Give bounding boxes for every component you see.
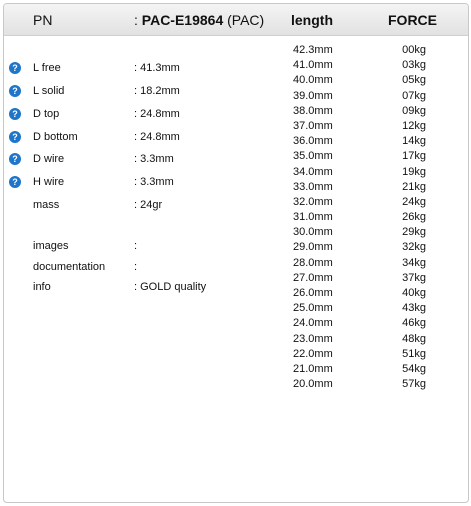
spec-value: : 3.3mm (134, 153, 174, 165)
force-cell: 40kg (402, 287, 426, 299)
length-cell: 36.0mm (293, 135, 333, 148)
force-cell: 00kg (402, 44, 426, 56)
help-icon[interactable]: ? (9, 176, 21, 188)
spec-label: D wire (33, 153, 65, 165)
length-cell: 37.0mm (293, 119, 333, 132)
force-cell: 09kg (402, 104, 426, 117)
table-row (4, 271, 468, 286)
spec-value: : (134, 261, 138, 273)
length-cell: 33.0mm (293, 180, 333, 193)
help-icon[interactable]: ? (9, 85, 21, 97)
spec-value: : 24gr (134, 199, 163, 211)
length-cell: 21.0mm (293, 362, 333, 375)
spec-value: : 41.3mm (134, 62, 180, 74)
length-cell: 39.0mm (293, 89, 333, 102)
force-cell: 03kg (402, 59, 426, 72)
part-series: (PAC) (223, 12, 265, 28)
part-number-heading (134, 11, 264, 29)
table-row (4, 332, 468, 347)
spec-value: : GOLD quality (134, 281, 207, 293)
length-cell: 23.0mm (293, 332, 333, 345)
force-cell: 34kg (402, 256, 426, 269)
table-row (4, 210, 468, 225)
spec-value: : 24.8mm (134, 131, 180, 143)
table-row (4, 256, 468, 271)
length-cell: 24.0mm (293, 317, 333, 330)
spec-label: D bottom (33, 131, 78, 143)
table-row (4, 58, 468, 73)
table-row (4, 104, 468, 119)
force-cell: 17kg (402, 150, 426, 163)
force-cell: 05kg (402, 74, 426, 87)
spec-label: H wire (33, 176, 65, 188)
table-row (4, 134, 468, 149)
force-cell: 26kg (402, 211, 426, 224)
force-cell: 46kg (402, 317, 426, 330)
table-row (4, 316, 468, 331)
spec-value: : (134, 240, 138, 252)
force-cell: 24kg (402, 195, 426, 208)
table-row (4, 43, 468, 58)
length-cell: 25.0mm (293, 302, 333, 315)
spec-label: documentation (33, 261, 106, 273)
spec-label: L solid (33, 85, 65, 97)
help-icon[interactable]: ? (9, 62, 21, 74)
length-cell: 28.0mm (293, 256, 333, 269)
table-row (4, 301, 468, 316)
help-icon[interactable]: ? (9, 153, 21, 165)
force-table (4, 43, 468, 392)
spec-label: D top (33, 108, 60, 120)
table-row (4, 89, 468, 104)
length-cell: 20.0mm (293, 378, 333, 391)
force-cell: 32kg (402, 241, 426, 254)
force-cell: 21kg (402, 180, 426, 193)
length-cell: 29.0mm (293, 241, 333, 254)
length-cell: 31.0mm (293, 211, 333, 224)
force-cell: 12kg (402, 119, 426, 132)
spec-label: images (33, 240, 69, 252)
help-icon[interactable]: ? (9, 131, 21, 143)
table-row (4, 180, 468, 195)
force-cell: 51kg (402, 347, 426, 360)
force-cell: 14kg (402, 135, 426, 148)
spec-label: L free (33, 62, 61, 74)
force-cell: 29kg (402, 226, 426, 239)
force-cell: 43kg (402, 302, 426, 315)
spring-spec-panel (3, 3, 469, 503)
pn-label: PN (33, 12, 53, 28)
length-cell: 32.0mm (293, 195, 333, 208)
force-cell: 07kg (402, 89, 426, 102)
part-number-prefix: : (134, 12, 142, 28)
force-column-header: FORCE (388, 12, 437, 28)
spec-label: info (33, 281, 51, 293)
length-cell: 26.0mm (293, 287, 333, 299)
length-cell: 40.0mm (293, 74, 333, 87)
part-number: PAC-E19864 (141, 12, 224, 28)
force-cell: 37kg (402, 271, 426, 284)
table-row (4, 225, 468, 240)
spec-label: mass (33, 199, 60, 211)
length-cell: 42.3mm (293, 44, 333, 56)
length-cell: 34.0mm (293, 165, 333, 178)
table-row (4, 240, 468, 255)
spec-value: : 24.8mm (134, 108, 180, 120)
force-cell: 54kg (402, 362, 426, 375)
length-cell: 30.0mm (293, 226, 333, 239)
table-row (4, 165, 468, 180)
table-row (4, 149, 468, 164)
force-cell: 48kg (402, 332, 426, 345)
length-cell: 22.0mm (293, 347, 333, 360)
table-row (4, 377, 468, 392)
length-cell: 41.0mm (293, 59, 333, 72)
help-icon[interactable]: ? (9, 108, 21, 120)
force-cell: 19kg (402, 165, 426, 178)
length-column-header: length (291, 12, 333, 28)
length-cell: 38.0mm (293, 104, 333, 117)
length-cell: 27.0mm (293, 271, 333, 284)
table-row (4, 347, 468, 362)
table-row (4, 362, 468, 377)
spec-value: : 18.2mm (134, 85, 180, 97)
table-row (4, 119, 468, 134)
table-row (4, 286, 468, 301)
force-cell: 57kg (402, 378, 426, 391)
length-cell: 35.0mm (293, 150, 333, 163)
spec-value: : 3.3mm (134, 176, 174, 188)
table-row (4, 195, 468, 210)
spec-header (4, 4, 468, 36)
table-row (4, 73, 468, 88)
